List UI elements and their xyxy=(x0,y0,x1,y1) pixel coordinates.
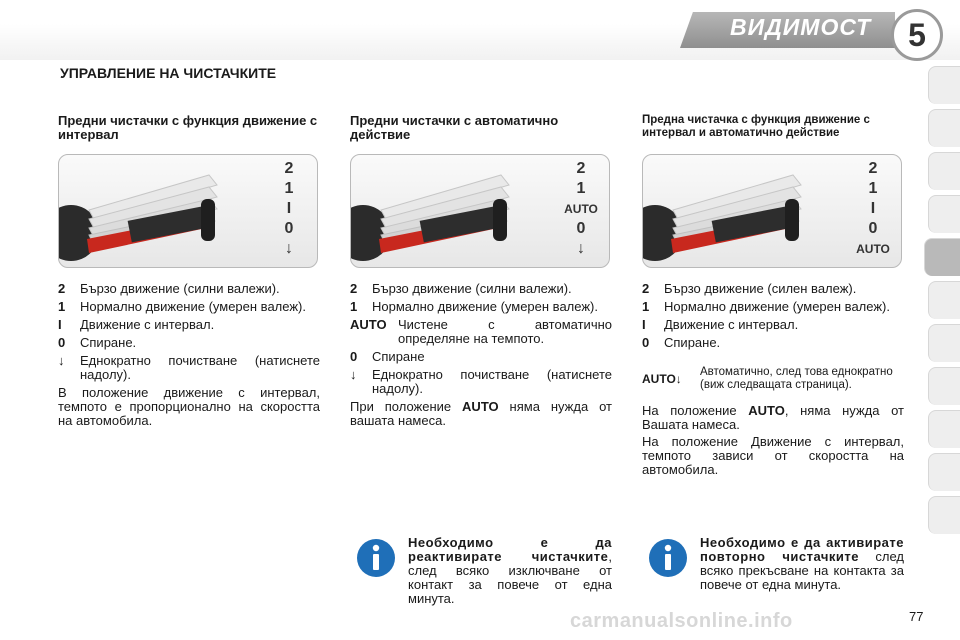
mode-list xyxy=(58,282,320,382)
chapter-title: ВИДИМОСТ xyxy=(730,14,872,40)
list-item: 2 Бързо движение (силни валежи). xyxy=(58,281,280,296)
stalk-position-label: 0 xyxy=(284,220,294,237)
list-item: 1 Нормално движение (умерен валеж). xyxy=(642,299,890,314)
wiper-stalk-icon xyxy=(643,155,901,267)
chapter-tab[interactable] xyxy=(928,324,960,362)
chapter-tab[interactable] xyxy=(928,410,960,448)
stalk-position-label: ↓ xyxy=(577,240,585,257)
stalk-position-label: I xyxy=(286,200,292,217)
column-intermittent-automatic xyxy=(642,114,904,477)
note-paragraph: На положение Движение с интервал, темпото зависи от скоростта на автомобила. xyxy=(642,434,904,477)
info-box: Необходимо е да реактивирате чистачките, след всяко изключване от контакт за повече от една минута. xyxy=(350,536,612,606)
chapter-tab[interactable] xyxy=(928,195,960,233)
page-number: 77 xyxy=(909,609,924,624)
info-box: Необходимо е да активирате повторно чистачките след всяко прекъсване на контакта за повече от една минута. xyxy=(642,536,904,592)
auto-note-text: Автоматично, след това еднократно (виж следващата страница). xyxy=(700,366,893,391)
list-item: ↓ Еднократно почистване (натиснете надолу). xyxy=(350,367,612,396)
column-intermittent xyxy=(58,114,320,428)
list-item: I Движение с интервал. xyxy=(642,317,799,332)
list-item: ↓ Еднократно почистване (натиснете надолу). xyxy=(58,353,320,382)
mode-list xyxy=(642,282,904,350)
stalk-position-label: 1 xyxy=(284,180,294,197)
list-item: 2 Бързо движение (силен валеж). xyxy=(642,281,857,296)
stalk-position-label: 2 xyxy=(576,160,586,177)
list-item: 2 Бързо движение (силни валежи). xyxy=(350,281,572,296)
chapter-tabs xyxy=(928,66,960,539)
list-item: 0 Спиране xyxy=(350,349,425,364)
wiper-stalk-icon xyxy=(351,155,609,267)
page-title: УПРАВЛЕНИЕ НА ЧИСТАЧКИТЕ xyxy=(60,65,277,81)
stalk-position-label: 0 xyxy=(576,220,586,237)
stalk-position-label: AUTO xyxy=(564,202,598,216)
column-automatic xyxy=(350,114,612,428)
stalk-position-label: 2 xyxy=(868,160,878,177)
stalk-position-label: 2 xyxy=(284,160,294,177)
column-title: Предна чистачка с функция движение с интервал и автоматично действие xyxy=(642,114,870,139)
chapter-tab[interactable] xyxy=(928,109,960,147)
column-title: Предни чистачки с функция движение с интервал xyxy=(58,113,318,142)
list-item: 1 Нормално движение (умерен валеж). xyxy=(350,299,598,314)
info-icon xyxy=(356,538,396,578)
chapter-tab-active[interactable] xyxy=(924,238,960,276)
list-item: 0 Спиране. xyxy=(58,335,137,350)
note-paragraph: На положение AUTO, няма нужда от Вашата намеса. xyxy=(642,403,904,432)
stalk-position-label: 0 xyxy=(868,220,878,237)
chapter-tab[interactable] xyxy=(928,367,960,405)
auto-down-icon: AUTO ↓ xyxy=(642,372,682,386)
wiper-stalk-illustration xyxy=(642,154,902,268)
stalk-position-label: AUTO xyxy=(856,242,890,256)
stalk-position-label: 1 xyxy=(868,180,878,197)
auto-note xyxy=(642,366,904,392)
chapter-number: 5 xyxy=(908,16,926,53)
note-paragraph: В положение движение с интервал, темпото е пропорционално на скоростта на автомобила. xyxy=(58,385,320,428)
mode-list xyxy=(350,282,612,396)
chapter-tab[interactable] xyxy=(928,281,960,319)
chapter-tab[interactable] xyxy=(928,66,960,104)
wiper-stalk-icon xyxy=(59,155,317,267)
stalk-position-label: 1 xyxy=(576,180,586,197)
chapter-tab[interactable] xyxy=(928,152,960,190)
list-item: I Движение с интервал. xyxy=(58,317,215,332)
column-title: Предни чистачки с автоматично действие xyxy=(350,113,559,142)
wiper-stalk-illustration xyxy=(58,154,318,268)
stalk-position-label: I xyxy=(870,200,876,217)
list-item: AUTO Чистене с автоматично определяне на темпото. xyxy=(350,317,612,346)
note-paragraph: При положение AUTO няма нужда от вашата намеса. xyxy=(350,399,612,428)
stalk-position-label: ↓ xyxy=(285,240,293,257)
watermark: carmanualsonline.info xyxy=(570,610,793,632)
chapter-number-badge xyxy=(891,9,943,61)
info-icon xyxy=(648,538,688,578)
wiper-stalk-illustration xyxy=(350,154,610,268)
list-item: 1 Нормално движение (умерен валеж). xyxy=(58,299,306,314)
chapter-tab[interactable] xyxy=(928,453,960,491)
list-item: 0 Спиране. xyxy=(642,335,721,350)
chapter-tab[interactable] xyxy=(928,496,960,534)
